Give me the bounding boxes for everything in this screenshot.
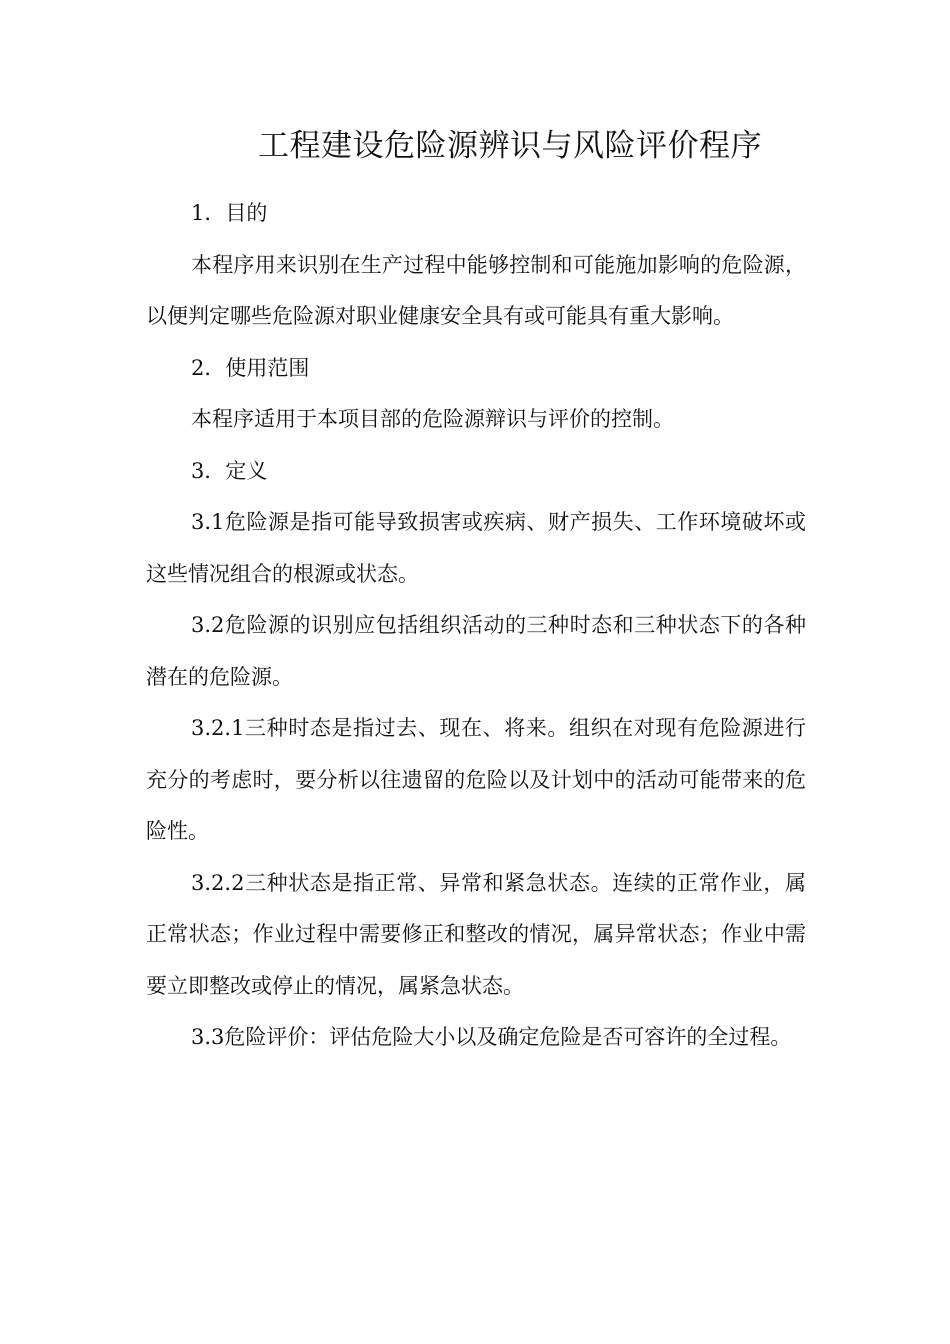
paragraph-3-2: 3.2危险源的识别应包括组织活动的三种时态和三种状态下的各种潜在的危险源。 (146, 613, 806, 689)
heading-definition: 3．定义 (191, 458, 268, 483)
paragraph-3-1: 3.1危险源是指可能导致损害或疾病、财产损失、工作环境破坏或这些情况组合的根源或状态。 (146, 510, 806, 586)
document-title: 工程建设危险源辨识与风险评价程序 (258, 128, 762, 164)
heading-scope: 2．使用范围 (191, 355, 310, 380)
document-body (146, 188, 806, 1064)
paragraph-3-2-1: 3.2.1三种时态是指过去、现在、将来。组织在对现有危险源进行充分的考虑时，要分析以往遗留的危险以及计划中的活动可能带来的危险性。 (146, 716, 806, 843)
paragraph-purpose: 本程序用来识别在生产过程中能够控制和可能施加影响的危险源，以便判定哪些危险源对职业健康安全具有或可能具有重大影响。 (146, 252, 806, 328)
paragraph-scope: 本程序适用于本项目部的危险源辩识与评价的控制。 (191, 407, 674, 431)
paragraph-3-3: 3.3危险评价：评估危险大小以及确定危险是否可容许的全过程。 (191, 1025, 792, 1049)
heading-purpose: 1．目的 (191, 201, 268, 225)
paragraph-3-2-2: 3.2.2三种状态是指正常、异常和紧急状态。连续的正常作业，属正常状态；作业过程中需要修正和整改的情况，属异常状态；作业中需要立即整改或停止的情况，属紧急状态。 (146, 870, 806, 998)
